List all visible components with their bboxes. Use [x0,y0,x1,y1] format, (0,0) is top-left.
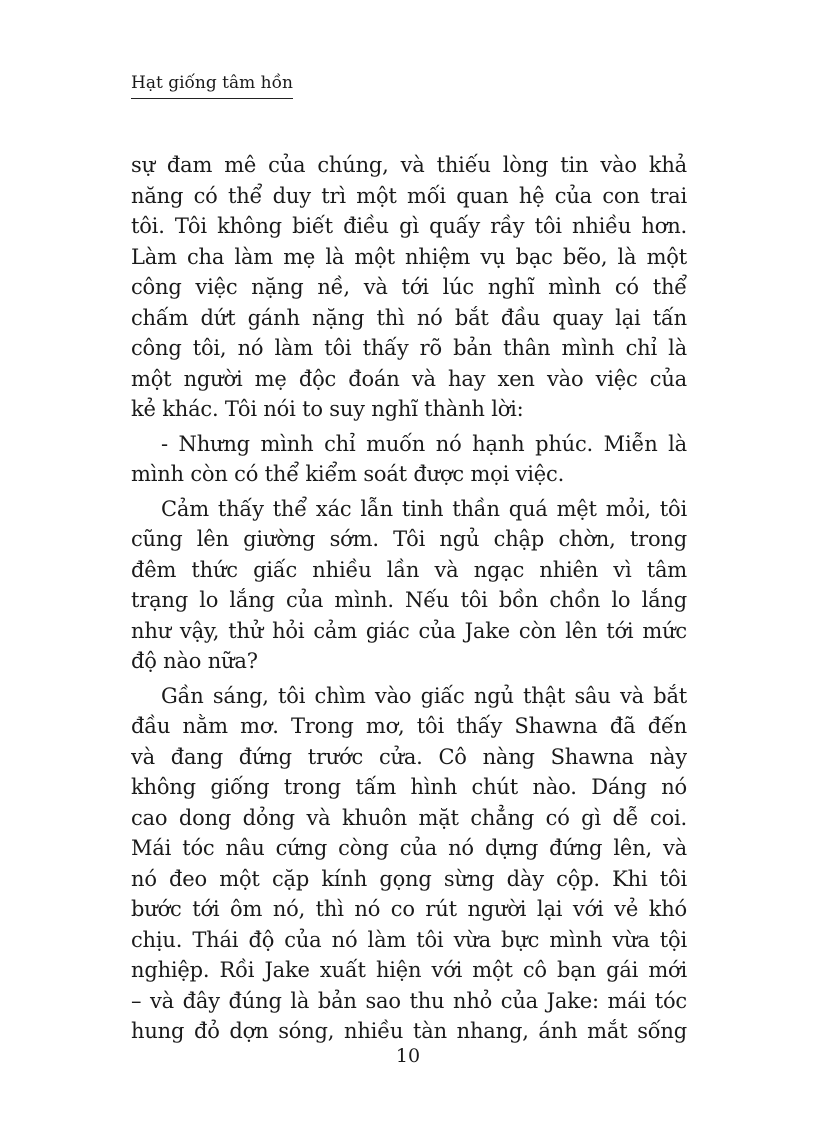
text-line: nghiệp. Rồi Jake xuất hiện với một cô bạn gái mới [131,958,687,982]
text-line: mình còn có thể kiểm soát được mọi việc. [131,462,565,486]
page-number: 10 [395,1045,421,1067]
text-line: kẻ khác. Tôi nói to suy nghĩ thành lời: [131,397,524,421]
text-line: công việc nặng nề, và tới lúc nghĩ mình có thể [131,275,687,299]
text-line: như vậy, thử hỏi cảm giác của Jake còn lên tới mức [131,618,687,643]
text-line: Làm cha làm mẹ là một nhiệm vụ bạc bẽo, là một [131,244,687,269]
text-line: và đang đứng trước cửa. Cô nàng Shawna này [131,744,687,769]
text-line: công tôi, nó làm tôi thấy rõ bản thân mình chỉ là [131,336,687,360]
text-line: chịu. Thái độ của nó làm tôi vừa bực mình vừa tội [131,927,687,952]
text-line: Cảm thấy thể xác lẫn tinh thần quá mệt mỏi, tôi [161,496,687,521]
body-text [131,150,687,1047]
running-header [131,72,293,99]
paragraph [131,681,687,1047]
text-line: hung đỏ dợn sóng, nhiều tàn nhang, ánh mắt sống [131,1019,687,1043]
text-line: sự đam mê của chúng, và thiếu lòng tin vào khả [131,153,687,177]
text-line: năng có thể duy trì một mối quan hệ của con trai [131,183,687,208]
text-line: đêm thức giấc nhiều lần và ngạc nhiên vì tâm [131,557,687,582]
text-line: tôi. Tôi không biết điều gì quấy rầy tôi nhiều hơn. [131,214,687,238]
text-line: chấm dứt gánh nặng thì nó bắt đầu quay lại tấn [131,305,687,330]
paragraph [131,429,687,490]
text-line: – và đây đúng là bản sao thu nhỏ của Jake: mái tóc [131,988,687,1013]
text-line: Mái tóc nâu cứng còng của nó dựng đứng lên, và [131,836,687,860]
text-line: trạng lo lắng của mình. Nếu tôi bồn chồn lo lắng [131,588,687,612]
text-line: độ nào nữa? [131,649,258,673]
paragraph [131,494,687,677]
text-line: không giống trong tấm hình chút nào. Dáng nó [131,775,687,799]
text-line: nó đeo một cặp kính gọng sừng dày cộp. Khi tôi [131,866,687,891]
text-line: - Nhưng mình chỉ muốn nó hạnh phúc. Miễn là [161,431,687,456]
text-line: một người mẹ độc đoán và hay xen vào việc của [131,366,687,391]
text-line: Gần sáng, tôi chìm vào giấc ngủ thật sâu và bắt [161,683,687,708]
book-title: Hạt giống tâm hồn [131,73,293,93]
text-line: đầu nằm mơ. Trong mơ, tôi thấy Shawna đã đến [131,714,687,738]
text-line: cũng lên giường sớm. Tôi ngủ chập chờn, trong [131,527,687,551]
text-line: bước tới ôm nó, thì nó co rút người lại với vẻ khó [131,897,687,921]
paragraph [131,150,687,425]
text-line: cao dong dỏng và khuôn mặt chẳng có gì dễ coi. [131,805,687,830]
